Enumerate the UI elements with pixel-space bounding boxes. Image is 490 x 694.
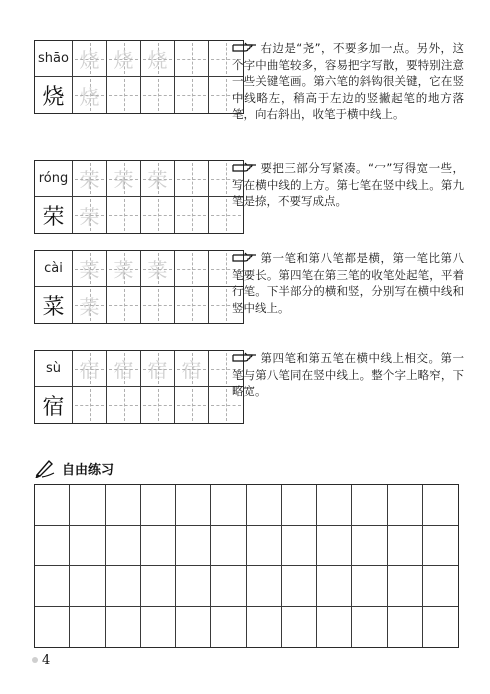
trace-cell[interactable] — [175, 351, 209, 387]
page-number: 4 — [42, 653, 51, 668]
pinyin-label: shāo — [35, 41, 73, 77]
free-practice-cell[interactable] — [141, 526, 176, 567]
trace-cell[interactable] — [141, 251, 175, 287]
free-practice-cell[interactable] — [211, 566, 246, 607]
free-practice-cell[interactable] — [423, 566, 458, 607]
free-practice-cell[interactable] — [106, 566, 141, 607]
pointing-hand-icon — [232, 351, 258, 363]
pinyin-label: cài — [35, 251, 73, 287]
free-practice-cell[interactable] — [317, 485, 352, 526]
practice-grid-rong — [34, 160, 244, 234]
free-practice-cell[interactable] — [317, 526, 352, 567]
practice-grid-su — [34, 350, 244, 424]
free-practice-cell[interactable] — [70, 485, 105, 526]
tip-shao — [232, 40, 464, 123]
pointing-hand-icon — [232, 41, 258, 53]
tip-cai — [232, 250, 464, 316]
trace-character: 荣 — [147, 168, 168, 192]
practice-cell[interactable] — [107, 77, 141, 113]
trace-character: 菜 — [113, 258, 134, 282]
trace-cell[interactable] — [141, 41, 175, 77]
free-practice-cell[interactable] — [211, 485, 246, 526]
section-title: 自由练习 — [62, 462, 115, 478]
trace-cell[interactable] — [73, 287, 107, 323]
practice-cell[interactable] — [107, 197, 141, 233]
free-practice-cell[interactable] — [35, 607, 70, 648]
practice-grid-shao — [34, 40, 244, 114]
free-practice-cell[interactable] — [282, 485, 317, 526]
tip-text: 第一笔和第八笔都是横，第一笔比第八笔要长。第四笔在第三笔的收笔处起笔，平着行笔。下半部分的横和竖，分别写在横中线和竖中线上。 — [232, 251, 464, 315]
free-practice-cell[interactable] — [176, 566, 211, 607]
free-practice-cell[interactable] — [317, 566, 352, 607]
free-practice-cell[interactable] — [141, 607, 176, 648]
model-character: 荣 — [35, 197, 73, 233]
trace-character: 烧 — [113, 48, 134, 72]
tip-rong — [232, 160, 464, 210]
trace-character: 菜 — [79, 258, 100, 282]
free-practice-cell[interactable] — [247, 526, 282, 567]
trace-cell[interactable] — [73, 161, 107, 197]
free-practice-cell[interactable] — [352, 526, 387, 567]
free-practice-cell[interactable] — [282, 607, 317, 648]
trace-character: 荣 — [79, 168, 100, 192]
free-practice-cell[interactable] — [388, 485, 423, 526]
free-practice-cell[interactable] — [176, 485, 211, 526]
trace-character: 菜 — [79, 294, 100, 319]
trace-cell[interactable] — [107, 351, 141, 387]
practice-cell[interactable] — [141, 77, 175, 113]
free-practice-cell[interactable] — [35, 566, 70, 607]
trace-character: 荣 — [79, 204, 100, 229]
page-marker — [32, 657, 38, 663]
trace-character: 烧 — [147, 48, 168, 72]
trace-cell[interactable] — [73, 41, 107, 77]
tip-text: 右边是“尧”，不要多加一点。另外，这个字中曲笔较多，容易把字写散，要特别注意一些关键笔画。第六笔的斜钩很关键，它在竖中线略左，稍高于左边的竖撇起笔的地方落笔，向右斜出，收笔于横中线上。 — [232, 41, 464, 121]
trace-cell[interactable] — [73, 197, 107, 233]
free-practice-cell[interactable] — [352, 607, 387, 648]
trace-character: 宿 — [147, 358, 168, 382]
model-character: 烧 — [35, 77, 73, 113]
trace-character: 菜 — [147, 258, 168, 282]
free-practice-grid — [34, 484, 459, 648]
free-practice-cell[interactable] — [247, 566, 282, 607]
model-character: 菜 — [35, 287, 73, 323]
trace-character: 烧 — [79, 48, 100, 72]
trace-cell[interactable] — [107, 41, 141, 77]
trace-character: 宿 — [181, 358, 202, 382]
practice-cell[interactable] — [175, 387, 209, 423]
free-practice-cell[interactable] — [70, 566, 105, 607]
free-practice-cell[interactable] — [141, 485, 176, 526]
free-practice-cell[interactable] — [35, 485, 70, 526]
free-practice-cell[interactable] — [106, 607, 141, 648]
free-practice-cell[interactable] — [282, 526, 317, 567]
free-practice-cell[interactable] — [423, 607, 458, 648]
free-practice-cell[interactable] — [141, 566, 176, 607]
free-practice-cell[interactable] — [176, 526, 211, 567]
trace-character: 宿 — [113, 358, 134, 382]
pointing-hand-icon — [232, 251, 258, 263]
practice-cell[interactable] — [175, 251, 209, 287]
free-practice-cell[interactable] — [247, 485, 282, 526]
pinyin-label: róng — [35, 161, 73, 197]
practice-cell[interactable] — [175, 41, 209, 77]
free-practice-cell[interactable] — [35, 526, 70, 567]
free-practice-cell[interactable] — [211, 526, 246, 567]
free-practice-cell[interactable] — [317, 607, 352, 648]
practice-cell[interactable] — [141, 197, 175, 233]
free-practice-cell[interactable] — [282, 566, 317, 607]
free-practice-cell[interactable] — [70, 526, 105, 567]
trace-cell[interactable] — [141, 161, 175, 197]
practice-grid-cai — [34, 250, 244, 324]
tip-text: 第四笔和第五笔在横中线上相交。第一笔与第八笔同在竖中线上。整个字上略窄，下略宽。 — [232, 351, 464, 398]
practice-cell[interactable] — [73, 387, 107, 423]
practice-cell[interactable] — [107, 387, 141, 423]
tip-text: 要把三部分写紧凑。“冖”写得宽一些，写在横中线的上方。第七笔在竖中线上。第九笔是捺，不要写成点。 — [232, 161, 464, 208]
pointing-hand-icon — [232, 161, 258, 173]
free-practice-cell[interactable] — [423, 485, 458, 526]
free-practice-heading — [34, 458, 114, 478]
free-practice-cell[interactable] — [106, 526, 141, 567]
trace-cell[interactable] — [107, 251, 141, 287]
pen-icon — [34, 458, 56, 478]
free-practice-cell[interactable] — [176, 607, 211, 648]
trace-cell[interactable] — [141, 351, 175, 387]
trace-character: 烧 — [79, 84, 100, 109]
practice-cell[interactable] — [175, 77, 209, 113]
free-practice-cell[interactable] — [106, 485, 141, 526]
pinyin-label: sù — [35, 351, 73, 387]
free-practice-cell[interactable] — [423, 526, 458, 567]
free-practice-cell[interactable] — [247, 607, 282, 648]
trace-cell[interactable] — [73, 351, 107, 387]
free-practice-cell[interactable] — [388, 566, 423, 607]
practice-cell[interactable] — [141, 387, 175, 423]
tip-su — [232, 350, 464, 400]
trace-character: 荣 — [113, 168, 134, 192]
practice-cell[interactable] — [107, 287, 141, 323]
practice-cell[interactable] — [175, 197, 209, 233]
free-practice-cell[interactable] — [211, 607, 246, 648]
practice-cell[interactable] — [141, 287, 175, 323]
free-practice-cell[interactable] — [70, 607, 105, 648]
free-practice-cell[interactable] — [352, 566, 387, 607]
free-practice-cell[interactable] — [388, 526, 423, 567]
trace-cell[interactable] — [107, 161, 141, 197]
practice-cell[interactable] — [175, 287, 209, 323]
trace-character: 宿 — [79, 358, 100, 382]
trace-cell[interactable] — [73, 251, 107, 287]
free-practice-cell[interactable] — [352, 485, 387, 526]
model-character: 宿 — [35, 387, 73, 423]
trace-cell[interactable] — [73, 77, 107, 113]
free-practice-cell[interactable] — [388, 607, 423, 648]
practice-cell[interactable] — [175, 161, 209, 197]
